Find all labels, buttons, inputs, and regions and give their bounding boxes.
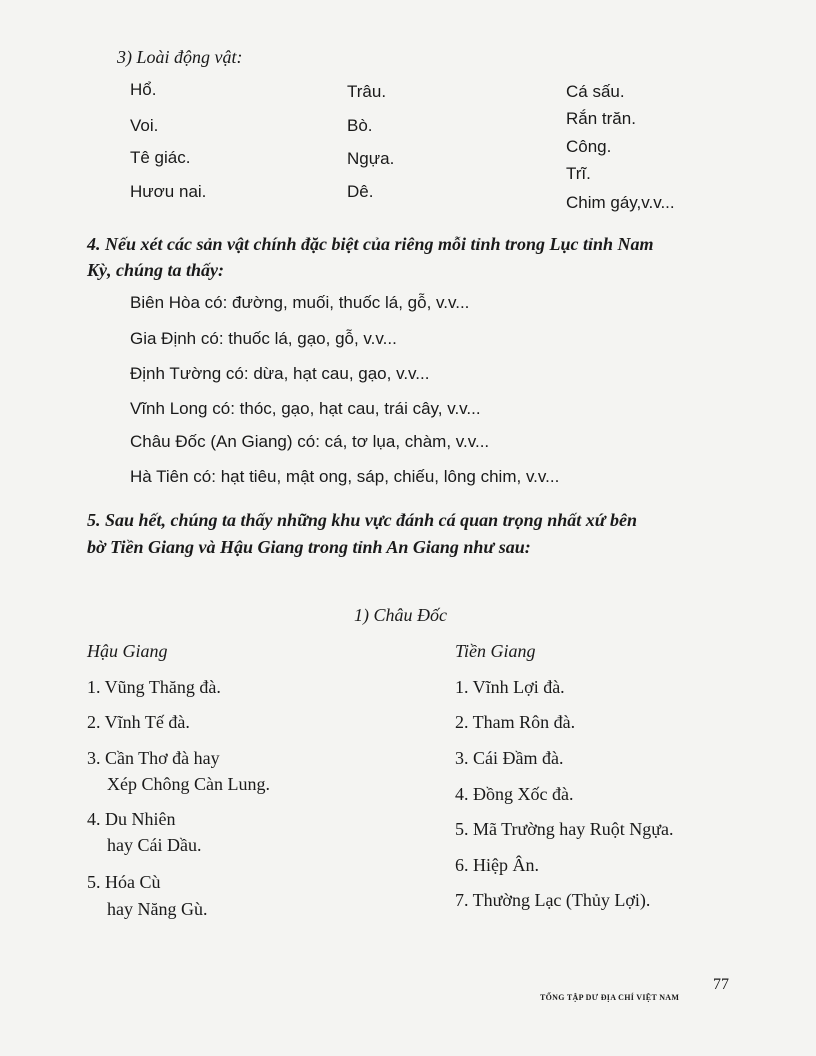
animal-item: Dê. xyxy=(347,182,374,201)
page-number: 77 xyxy=(713,976,729,993)
tien-giang-item: 2. Tham Rôn đà. xyxy=(455,712,576,732)
tien-giang-item: 4. Đồng Xốc đà. xyxy=(455,784,574,804)
animal-item: Bò. xyxy=(347,116,373,135)
animal-item: Hươu nai. xyxy=(130,182,207,201)
product-item: Hà Tiên có: hạt tiêu, mật ong, sáp, chiếu, lông chim, v.v... xyxy=(130,467,560,486)
tien-giang-item: 5. Mã Trường hay Ruột Ngựa. xyxy=(455,819,674,839)
tien-giang-item: 1. Vĩnh Lợi đà. xyxy=(455,677,565,697)
section4-heading-line2: Kỳ, chúng ta thấy: xyxy=(87,260,225,280)
animal-item: Rắn trăn. xyxy=(566,109,636,128)
hau-giang-item: hay Năng Gù. xyxy=(107,899,208,919)
product-item: Gia Định có: thuốc lá, gạo, gỗ, v.v... xyxy=(130,329,397,348)
tien-giang-heading: Tiền Giang xyxy=(455,641,536,661)
animal-item: Chim gáy,v.v... xyxy=(566,193,675,212)
animal-item: Trĩ. xyxy=(566,164,591,183)
hau-giang-heading: Hậu Giang xyxy=(87,641,168,661)
animal-item: Công. xyxy=(566,137,612,156)
product-item: Định Tường có: dừa, hạt cau, gạo, v.v... xyxy=(130,364,430,383)
hau-giang-item: Xép Chông Càn Lung. xyxy=(107,774,270,794)
section5-heading-line1: 5. Sau hết, chúng ta thấy những khu vực đánh cá quan trọng nhất xứ bên xyxy=(87,510,638,530)
animal-item: Cá sấu. xyxy=(566,82,625,101)
tien-giang-item: 3. Cái Đầm đà. xyxy=(455,748,564,768)
hau-giang-item: 2. Vĩnh Tế đà. xyxy=(87,712,190,732)
product-item: Biên Hòa có: đường, muối, thuốc lá, gỗ, v.v... xyxy=(130,293,470,312)
section4-heading-line1: 4. Nếu xét các sản vật chính đặc biệt của riêng mỗi tỉnh trong Lục tỉnh Nam xyxy=(87,234,654,254)
book-title-footer: TỔNG TẬP DƯ ĐỊA CHÍ VIỆT NAM xyxy=(540,993,680,1002)
animal-item: Trâu. xyxy=(347,82,387,101)
hau-giang-item: 1. Vũng Thăng đà. xyxy=(87,677,221,697)
section5-heading-line2: bờ Tiền Giang và Hậu Giang trong tỉnh An Giang như sau: xyxy=(87,537,531,557)
tien-giang-item: 7. Thường Lạc (Thủy Lợi). xyxy=(455,890,651,910)
hau-giang-item: 3. Cần Thơ đà hay xyxy=(87,748,220,768)
animal-item: Ngựa. xyxy=(347,149,395,168)
animals-heading: 3) Loài động vật: xyxy=(117,47,243,67)
hau-giang-item: 4. Du Nhiên xyxy=(87,809,176,829)
tien-giang-item: 6. Hiệp Ân. xyxy=(455,855,539,875)
hau-giang-item: hay Cái Dầu. xyxy=(107,835,202,855)
animal-item: Tê giác. xyxy=(130,148,191,167)
product-item: Châu Đốc (An Giang) có: cá, tơ lụa, chàm, v.v... xyxy=(130,432,490,451)
animal-item: Hổ. xyxy=(130,80,157,99)
hau-giang-item: 5. Hóa Cù xyxy=(87,872,161,892)
chau-doc-title: 1) Châu Đốc xyxy=(354,605,447,625)
product-item: Vĩnh Long có: thóc, gạo, hạt cau, trái cây, v.v... xyxy=(130,399,481,418)
animal-item: Voi. xyxy=(130,116,159,135)
